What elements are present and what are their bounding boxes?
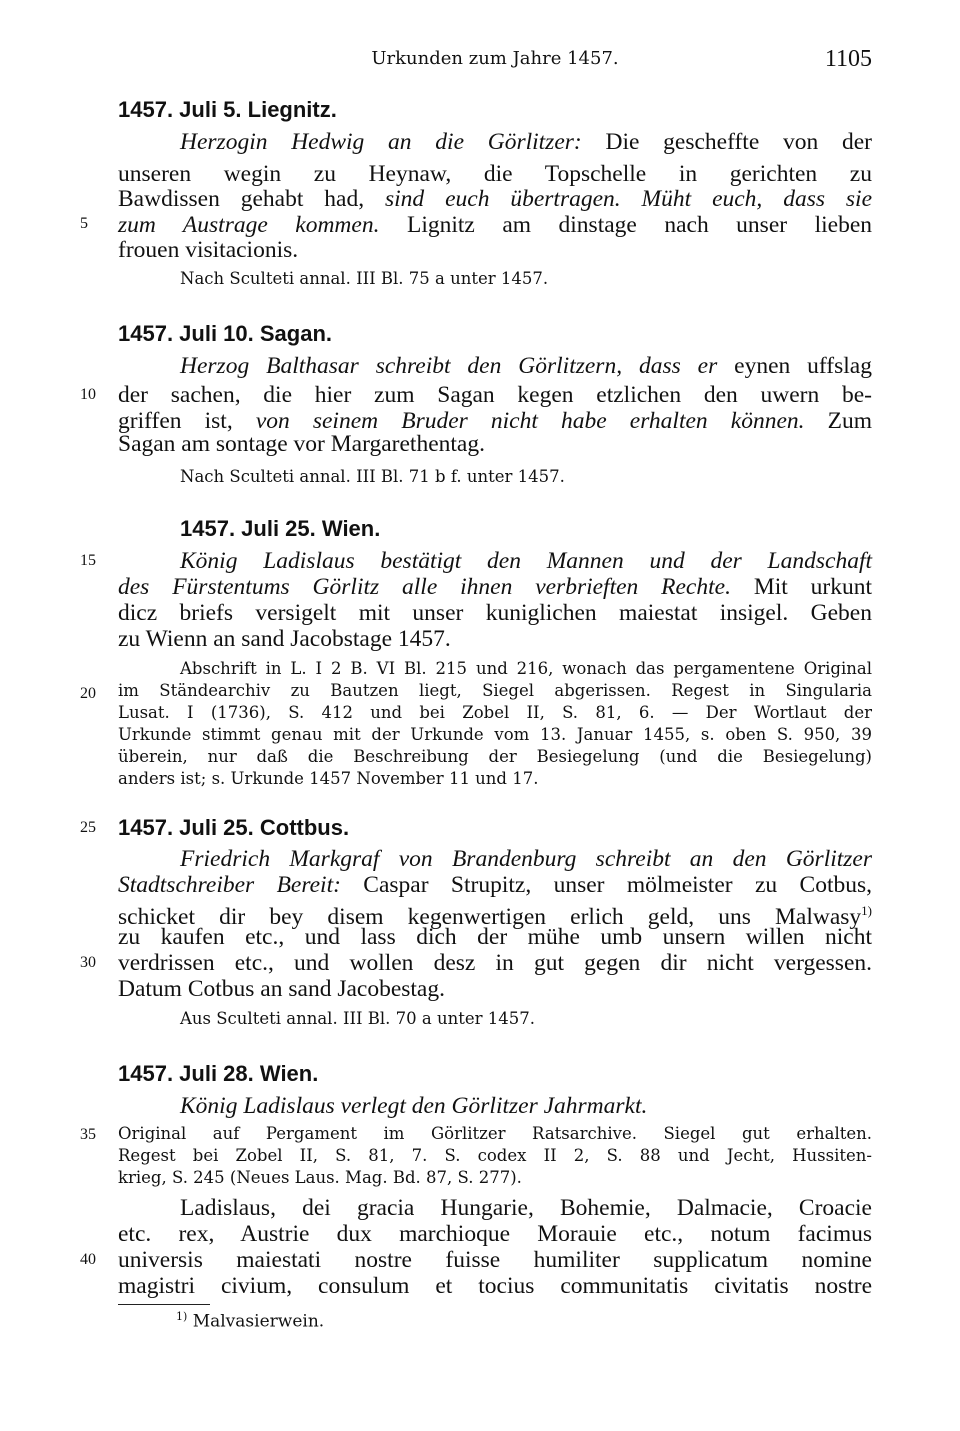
- entry-line: magistri civium, consulum et tocius communitatis civitatis nostre: [118, 1273, 872, 1299]
- line-number: 30: [80, 954, 96, 971]
- entry-heading: 1457. Juli 10. Sagan.: [118, 321, 333, 346]
- entry-heading: 1457. Juli 28. Wien.: [118, 1061, 319, 1086]
- entry-line: unseren wegin zu Heynaw, die Topschelle in gerichten zu: [118, 161, 872, 187]
- entry-line: zum Austrage kommen. Lignitz am dinstage nach unser lieben: [118, 212, 872, 238]
- entry-line: zu Wienn an sand Jacobstage 1457.: [118, 626, 451, 652]
- running-title: Urkunden zum Jahre 1457.: [371, 48, 619, 69]
- source-note: Nach Sculteti annal. III Bl. 75 a unter 1457.: [180, 269, 549, 288]
- entry-line: dicz briefs versigelt mit unser kuniglichen maiestat insigel. Geben: [118, 600, 872, 626]
- line-number: 20: [80, 685, 96, 702]
- source-note: Original auf Pergament im Görlitzer Ratsarchive. Siegel gut erhalten.: [118, 1124, 872, 1143]
- source-note: Nach Sculteti annal. III Bl. 71 b f. unter 1457.: [180, 467, 565, 486]
- line-number: 10: [80, 386, 96, 403]
- source-note: im Ständearchiv zu Bautzen liegt, Siegel abgerissen. Regest in Singularia: [118, 681, 872, 700]
- entry-heading: 1457. Juli 25. Cottbus.: [118, 815, 350, 840]
- entry-line: König Ladislaus verlegt den Görlitzer Jahrmarkt.: [180, 1093, 648, 1119]
- entry-line: König Ladislaus bestätigt den Mannen und der Landschaft: [180, 548, 872, 574]
- footnote-rule: [118, 1304, 210, 1305]
- line-number: 40: [80, 1251, 96, 1268]
- entry-line: Friedrich Markgraf von Brandenburg schreibt an den Görlitzer: [180, 846, 872, 872]
- entry-line: griffen ist, von seinem Bruder nicht habe erhalten können. Zum: [118, 408, 873, 434]
- entry-line: Herzogin Hedwig an die Görlitzer: Die gescheffte von der: [180, 129, 872, 155]
- entry-line: des Fürstentums Görlitz alle ihnen verbrieften Rechte. Mit urkunt: [118, 574, 872, 600]
- source-note: Regest bei Zobel II, S. 81, 7. S. codex II 2, S. 88 und Jecht, Hussiten-: [118, 1146, 872, 1165]
- source-note: überein, nur daß die Beschreibung der Besiegelung (und die Besiegelung): [118, 747, 872, 766]
- line-number: 25: [80, 819, 96, 836]
- entry-line: Herzog Balthasar schreibt den Görlitzern, dass er eynen uffslag: [180, 353, 872, 379]
- running-header: [118, 46, 872, 76]
- footnote-marker: 1): [176, 1310, 188, 1323]
- entry-line: universis maiestati nostre fuisse humiliter supplicatum nomine: [118, 1247, 872, 1273]
- entry-line: Sagan am sontage vor Margarethentag.: [118, 431, 485, 457]
- footnote-text: Malvasierwein.: [192, 1311, 325, 1332]
- entry-heading: 1457. Juli 25. Wien.: [180, 516, 381, 541]
- entry-heading: 1457. Juli 5. Liegnitz.: [118, 97, 337, 122]
- line-number: 35: [80, 1126, 96, 1143]
- source-note: Aus Sculteti annal. III Bl. 70 a unter 1457.: [180, 1009, 535, 1028]
- entry-line: Bawdissen gehabt had, sind euch übertragen. Müht euch, dass sie: [118, 186, 873, 212]
- source-note: anders ist; s. Urkunde 1457 November 11 und 17.: [118, 769, 539, 788]
- entry-line: Ladislaus, dei gracia Hungarie, Bohemie, Dalmacie, Croacie: [180, 1195, 872, 1221]
- entry-line: schicket dir bey disem kegenwertigen erlich geld, uns Malwasy$^{1)}$: [118, 903, 872, 930]
- entry-line: Datum Cotbus an sand Jacobestag.: [118, 976, 445, 1002]
- page-number: 1105: [824, 46, 872, 72]
- source-note: Lusat. I (1736), S. 412 und bei Zobel II, S. 81, 6. — Der Wortlaut der: [118, 703, 872, 722]
- entry-line: frouen visitacionis.: [118, 237, 299, 263]
- source-note: Abschrift in L. I 2 B. VI Bl. 215 und 216, wonach das pergamentene Original: [180, 659, 872, 678]
- footnote: [176, 1310, 324, 1332]
- line-number: 5: [80, 215, 88, 232]
- entry-line: zu kaufen etc., und lass dich der mühe umb unsern willen nicht: [118, 924, 872, 950]
- entry-line: verdrissen etc., und wollen desz in gut gegen dir nicht vergessen.: [118, 950, 872, 976]
- source-note: Urkunde stimmt genau mit der Urkunde vom 13. Januar 1455, s. oben S. 950, 39: [118, 725, 872, 744]
- footnote-ref: 1): [861, 903, 872, 918]
- entry-line: Stadtschreiber Bereit: Caspar Strupitz, unser mölmeister zu Cotbus,: [118, 872, 872, 898]
- entry-line: etc. rex, Austrie dux marchioque Morauie etc., notum facimus: [118, 1221, 872, 1247]
- line-number: 15: [80, 552, 96, 569]
- source-note: krieg, S. 245 (Neues Laus. Mag. Bd. 87, S. 277).: [118, 1168, 522, 1187]
- entry-line: der sachen, die hier zum Sagan kegen etzlichen den uwern be-: [118, 382, 872, 408]
